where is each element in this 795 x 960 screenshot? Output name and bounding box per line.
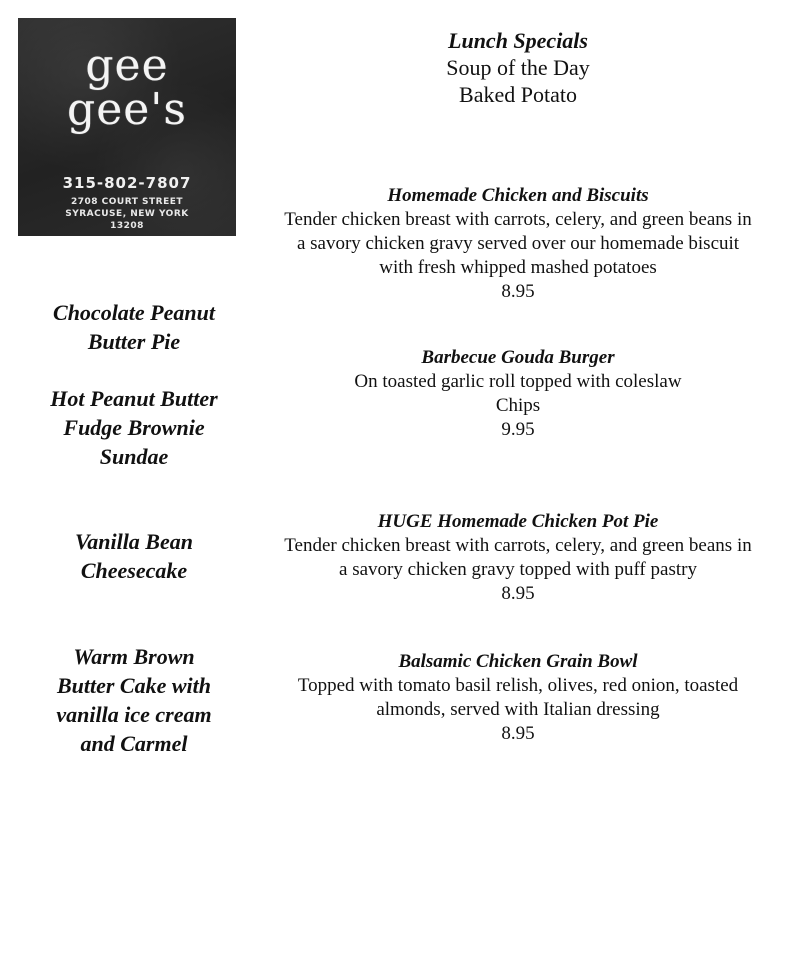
menu-item-title: HUGE Homemade Chicken Pot Pie bbox=[377, 511, 659, 532]
menu-item-desc: a savory chicken gravy topped with puff pastry bbox=[339, 559, 697, 580]
dessert-line: and Carmel bbox=[80, 731, 188, 756]
dessert-fudge-brownie-sundae bbox=[18, 384, 250, 471]
dessert-line: Sundae bbox=[99, 444, 169, 469]
menu-item-desc: On toasted garlic roll topped with coleslaw bbox=[354, 371, 682, 392]
dessert-line: Vanilla Bean bbox=[75, 529, 193, 554]
menu-item-title: Balsamic Chicken Grain Bowl bbox=[398, 651, 638, 672]
menu-item-title: Barbecue Gouda Burger bbox=[421, 347, 615, 368]
menu-item-price: 8.95 bbox=[501, 583, 535, 604]
menu-item-title: Homemade Chicken and Biscuits bbox=[387, 185, 649, 206]
dessert-line: Butter Pie bbox=[87, 329, 181, 354]
logo-address-street: 2708 COURT STREET bbox=[70, 197, 184, 207]
dessert-chocolate-peanut-butter-pie bbox=[18, 298, 250, 356]
logo-name: gee gee's bbox=[67, 40, 187, 135]
menu-item-grain-bowl bbox=[258, 650, 778, 746]
menu-item-gouda-burger bbox=[258, 346, 778, 442]
menu-item-price: 8.95 bbox=[501, 723, 535, 744]
menu-item-chicken-pot-pie bbox=[258, 510, 778, 606]
dessert-line: Butter Cake with bbox=[56, 673, 212, 698]
dessert-line: Cheesecake bbox=[80, 558, 188, 583]
menu-item-desc: a savory chicken gravy served over our homemade biscuit bbox=[296, 233, 740, 254]
menu-item-price: 8.95 bbox=[501, 281, 535, 302]
logo-address-zip: 13208 bbox=[110, 221, 144, 231]
lunch-special-potato: Baked Potato bbox=[459, 82, 577, 107]
menu-item-desc: Tender chicken breast with carrots, celery, and green beans in bbox=[284, 535, 752, 556]
logo-address-city: SYRACUSE, NEW YORK bbox=[65, 209, 189, 219]
restaurant-logo bbox=[18, 18, 236, 236]
dessert-line: Hot Peanut Butter bbox=[50, 386, 218, 411]
lunch-specials-header bbox=[258, 28, 778, 108]
dessert-line: Chocolate Peanut bbox=[53, 300, 215, 325]
menu-item-chicken-biscuits bbox=[258, 184, 778, 304]
lunch-special-soup: Soup of the Day bbox=[446, 55, 590, 80]
dessert-brown-butter-cake bbox=[18, 642, 250, 758]
lunch-specials-heading: Lunch Specials bbox=[448, 28, 588, 53]
menu-item-desc: almonds, served with Italian dressing bbox=[376, 699, 660, 720]
logo-phone: 315-802-7807 bbox=[62, 174, 192, 192]
menu-item-price: 9.95 bbox=[501, 419, 535, 440]
menu-item-desc: with fresh whipped mashed potatoes bbox=[379, 257, 657, 278]
dessert-vanilla-bean-cheesecake bbox=[18, 527, 250, 585]
menu-item-desc: Tender chicken breast with carrots, celery, and green beans in bbox=[284, 209, 752, 230]
dessert-line: Warm Brown bbox=[73, 644, 195, 669]
dessert-line: vanilla ice cream bbox=[56, 702, 212, 727]
menu-item-desc: Chips bbox=[495, 395, 541, 416]
dessert-line: Fudge Brownie bbox=[63, 415, 205, 440]
menu-item-desc: Topped with tomato basil relish, olives, red onion, toasted bbox=[297, 675, 739, 696]
